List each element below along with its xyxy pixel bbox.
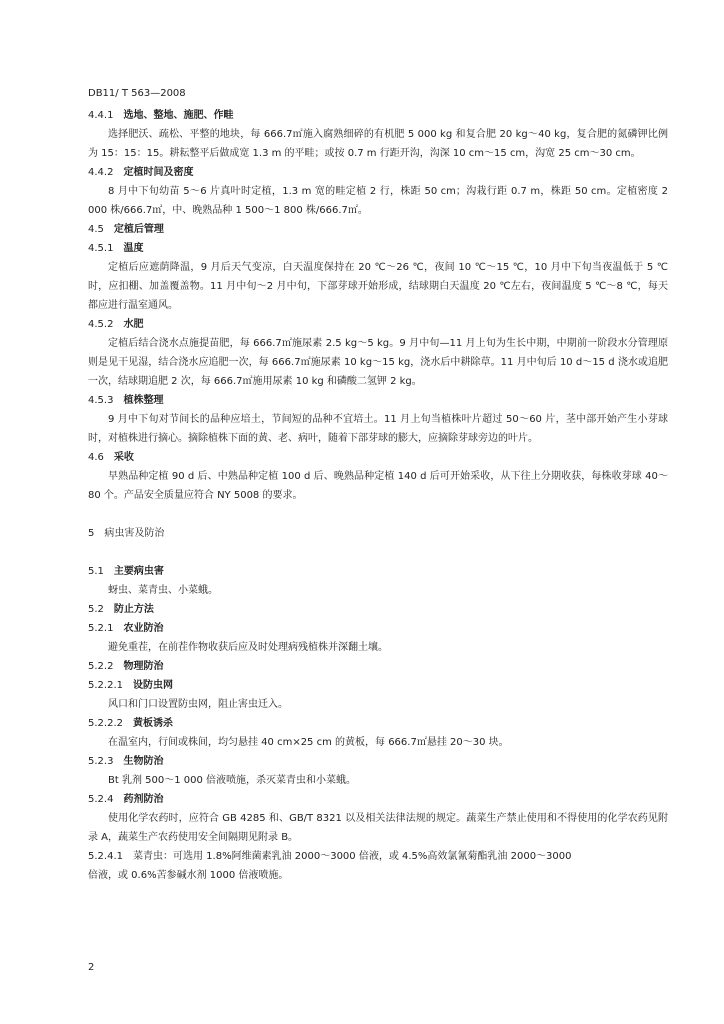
section-heading — [88, 315, 668, 334]
section-heading — [88, 676, 668, 695]
section-number: 4.5.2 — [88, 319, 114, 330]
section-number: 5.2.2 — [88, 661, 114, 672]
section-title: 病虫害及防治 — [104, 528, 165, 539]
paragraph: 定植后结合浇水点施提苗肥，每 666.7㎡施尿素 2.5 kg～5 kg。9 月中旬—11 月上旬为生长中期，中期前一阶段水分管理原则是见干见湿，结合浇水应追肥一次，每 666.7㎡施尿素 10 kg～15 kg，浇水后中耕除草。11 月中旬后 10 d～15 d 浇水或追肥一次，结球期追肥 2 次，每 666.7㎡施用尿素 10 kg 和磷酸二氢钾 2 kg。 — [88, 338, 668, 387]
section-number: 4.5 — [88, 224, 104, 235]
section-number: 5.2.4 — [88, 794, 114, 805]
section-title: 黄板诱杀 — [133, 718, 173, 729]
section-number: 5.2.2.1 — [88, 680, 123, 691]
section-title: 防止方法 — [113, 604, 154, 615]
paragraph: 在温室内，行间或株间，均匀悬挂 40 cm×25 cm 的黄板，每 666.7㎡悬挂 20～30 块。 — [108, 737, 509, 748]
section-title: 定植后管理 — [113, 224, 164, 235]
paragraph: 蚜虫、菜青虫、小菜蛾。 — [108, 585, 218, 596]
section-number: 5 — [88, 528, 95, 539]
section-number: 5.2.2.2 — [88, 718, 123, 729]
section-number: 4.6 — [88, 452, 104, 463]
section-heading — [88, 600, 668, 619]
section-heading — [88, 448, 668, 467]
spacer — [88, 543, 668, 562]
paragraph: 9 月中下旬对节间长的品种应培土，节间短的品种不宜培土。11 月上旬当植株叶片超过 50～60 片，茎中部开始产生小芽球时，对植株进行摘心。摘除植株下面的黄、老、病叶，随着下部芽球的膨大，应摘除芽球旁边的叶片。 — [88, 414, 668, 444]
section-number: 5.2.4.1 — [88, 851, 123, 862]
section-title: 主要病虫害 — [113, 566, 164, 577]
section-number: 4.4.2 — [88, 167, 114, 178]
section-title: 水肥 — [123, 319, 144, 330]
document-body — [88, 106, 668, 885]
section-heading — [88, 752, 668, 771]
section-number: 5.2.3 — [88, 756, 114, 767]
section-heading — [88, 714, 668, 733]
paragraph: 避免重茬，在前茬作物收获后应及时处理病残植株并深翻土壤。 — [108, 642, 388, 653]
section-heading — [88, 220, 668, 239]
section-title: 采收 — [113, 452, 134, 463]
section-title: 药剂防治 — [123, 794, 164, 805]
spacer — [88, 505, 668, 524]
section-title: 定植时间及密度 — [123, 167, 194, 178]
section-heading — [88, 391, 668, 410]
section-title: 农业防治 — [123, 623, 164, 634]
section-title: 设防虫网 — [133, 680, 173, 691]
paragraph: 使用化学农药时，应符合 GB 4285 和、GB/T 8321 以及相关法律法规的规定。蔬菜生产禁止使用和不得使用的化学农药见附录 A，蔬菜生产农药使用安全间隔期见附录 B。 — [88, 813, 668, 843]
paragraph: Bt 乳剂 500～1 000 倍液喷施，杀灭菜青虫和小菜蛾。 — [108, 775, 357, 786]
section-number: 4.5.3 — [88, 395, 114, 406]
section-title: 温度 — [123, 243, 144, 254]
section-number: 4.4.1 — [88, 110, 114, 121]
paragraph: 8 月中下旬幼苗 5～6 片真叶时定植，1.3 m 宽的畦定植 2 行，株距 50 cm；沟栽行距 0.7 m，株距 50 cm。定植密度 2 000 株/666.7㎡，中、晚熟品种 1 500～1 800 株/666.7㎡。 — [88, 186, 668, 216]
section-heading — [88, 657, 668, 676]
section-heading — [88, 106, 668, 125]
page-number: 2 — [88, 962, 95, 973]
section-number: 5.2.1 — [88, 623, 114, 634]
section-number: 5.2 — [88, 604, 104, 615]
paragraph: 早熟品种定植 90 d 后、中熟品种定植 100 d 后、晚熟品种定植 140 d 后可开始采收，从下往上分期收获，每株收芽球 40～80 个。产品安全质量应符合 NY 5008 的要求。 — [88, 471, 668, 501]
section-heading — [88, 847, 668, 866]
section-title: 生物防治 — [123, 756, 164, 767]
section-title: 植株整理 — [123, 395, 164, 406]
paragraph: 风口和门口设置防虫网，阻止害虫迁入。 — [108, 699, 288, 710]
paragraph: 定植后应遮荫降温，9 月后天气变凉，白天温度保持在 20 ℃～26 ℃，夜间 10 ℃～15 ℃，10 月中下旬当夜温低于 5 ℃时，应扣棚、加盖覆盖物。11 月中旬～2 月中旬，下部芽球开始形成，结球期白天温度 20 ℃左右，夜间温度 5 ℃～8 ℃，每天都应进行温室通风。 — [88, 262, 668, 311]
paragraph: 选择肥沃、疏松、平整的地块，每 666.7㎡施入腐熟细碎的有机肥 5 000 kg 和复合肥 20 kg～40 kg，复合肥的氮磷钾比例为 15：15：15。耕耘整平后做成宽 1.3 m 的平畦；或按 0.7 m 行距开沟，沟深 10 cm～15 cm，沟宽 25 cm～30 cm。 — [88, 129, 668, 159]
section-heading — [88, 790, 668, 809]
section-heading — [88, 524, 668, 543]
section-title: 菜青虫：可选用 1.8%阿维菌素乳油 2000～3000 倍液，或 4.5%高效氯氰菊酯乳油 2000～3000 — [133, 851, 572, 862]
section-heading — [88, 163, 668, 182]
section-number: 4.5.1 — [88, 243, 114, 254]
section-heading — [88, 619, 668, 638]
document-id: DB11/ T 563—2008 — [88, 88, 186, 99]
paragraph: 倍液，或 0.6%苦参碱水剂 1000 倍液喷施。 — [88, 870, 289, 881]
section-heading — [88, 562, 668, 581]
section-heading — [88, 239, 668, 258]
section-title: 选地、整地、施肥、作畦 — [123, 110, 234, 121]
section-number: 5.1 — [88, 566, 104, 577]
section-title: 物理防治 — [123, 661, 164, 672]
